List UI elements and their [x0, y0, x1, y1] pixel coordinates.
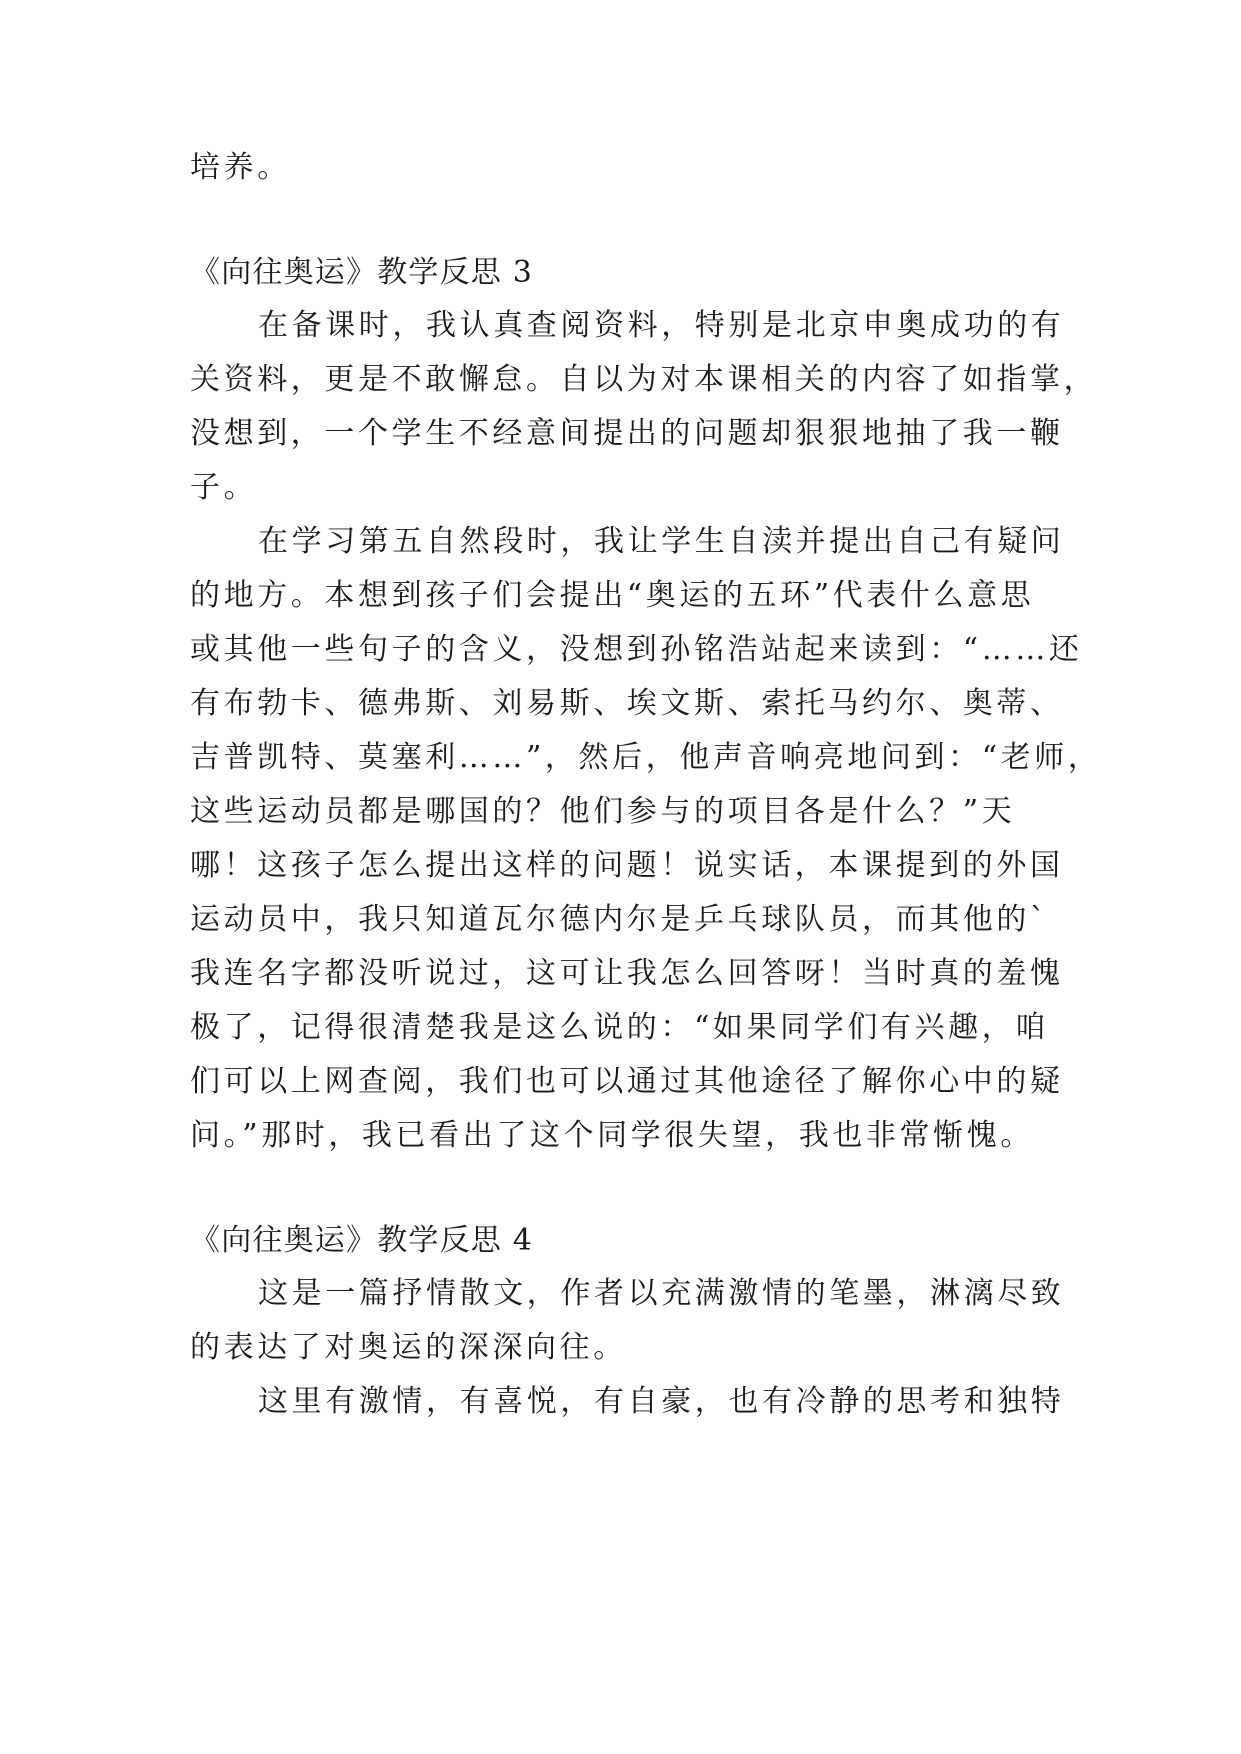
- paragraph-line: 们可以上网查阅，我们也可以通过其他途径了解你心中的疑: [190, 1064, 1064, 1099]
- paragraph-line: 这些运动员都是哪国的？他们参与的项目各是什么？”天: [190, 794, 1016, 829]
- paragraph-line: 的地方。本想到孩子们会提出“奥运的五环”代表什么意思: [190, 578, 1035, 613]
- paragraph-line: 我连名字都没听说过，这可让我怎么回答呀！当时真的羞愧: [190, 956, 1064, 991]
- paragraph-line: 关资料，更是不敢懈怠。自以为对本课相关的内容了如指掌，: [190, 362, 1098, 397]
- paragraph-line: 哪！这孩子怎么提出这样的问题！说实话，本课提到的外国: [190, 848, 1064, 883]
- paragraph-line: 的表达了对奥运的深深向往。: [190, 1330, 627, 1365]
- paragraph-line: 在学习第五自然段时，我让学生自渎并提出自己有疑问: [258, 524, 1065, 559]
- paragraph-line: 吉普凯特、莫塞利……”，然后，他声音响亮地问到：“老师，: [190, 740, 1102, 775]
- paragraph-line: 极了，记得很清楚我是这么说的：“如果同学们有兴趣，咱: [190, 1010, 1049, 1045]
- section-3-heading: 《向往奥运》教学反思 3: [190, 255, 534, 290]
- paragraph-line: 有布勃卡、德弗斯、刘易斯、埃文斯、索托马约尔、奥蒂、: [190, 686, 1064, 721]
- paragraph-line: 这里有激情，有喜悦，有自豪，也有冷静的思考和独特: [258, 1384, 1065, 1419]
- carryover-line: 培养。: [190, 150, 291, 185]
- paragraph-line: 这是一篇抒情散文，作者以充满激情的笔墨，淋漓尽致: [258, 1276, 1065, 1311]
- paragraph-line: 子。: [190, 470, 258, 505]
- paragraph-line: 在备课时，我认真查阅资料，特别是北京申奥成功的有: [258, 308, 1065, 343]
- paragraph-line: 运动员中，我只知道瓦尔德内尔是乒乓球队员，而其他的`: [190, 902, 1049, 937]
- paragraph-line: 没想到，一个学生不经意间提出的问题却狠狠地抽了我一鞭: [190, 416, 1064, 451]
- paragraph-line: 问。”那时，我已看出了这个同学很失望，我也非常惭愧。: [190, 1118, 1034, 1153]
- paragraph-line: 或其他一些句子的含义，没想到孙铭浩站起来读到：“……还: [190, 632, 1083, 667]
- section-4-heading: 《向往奥运》教学反思 4: [190, 1223, 534, 1258]
